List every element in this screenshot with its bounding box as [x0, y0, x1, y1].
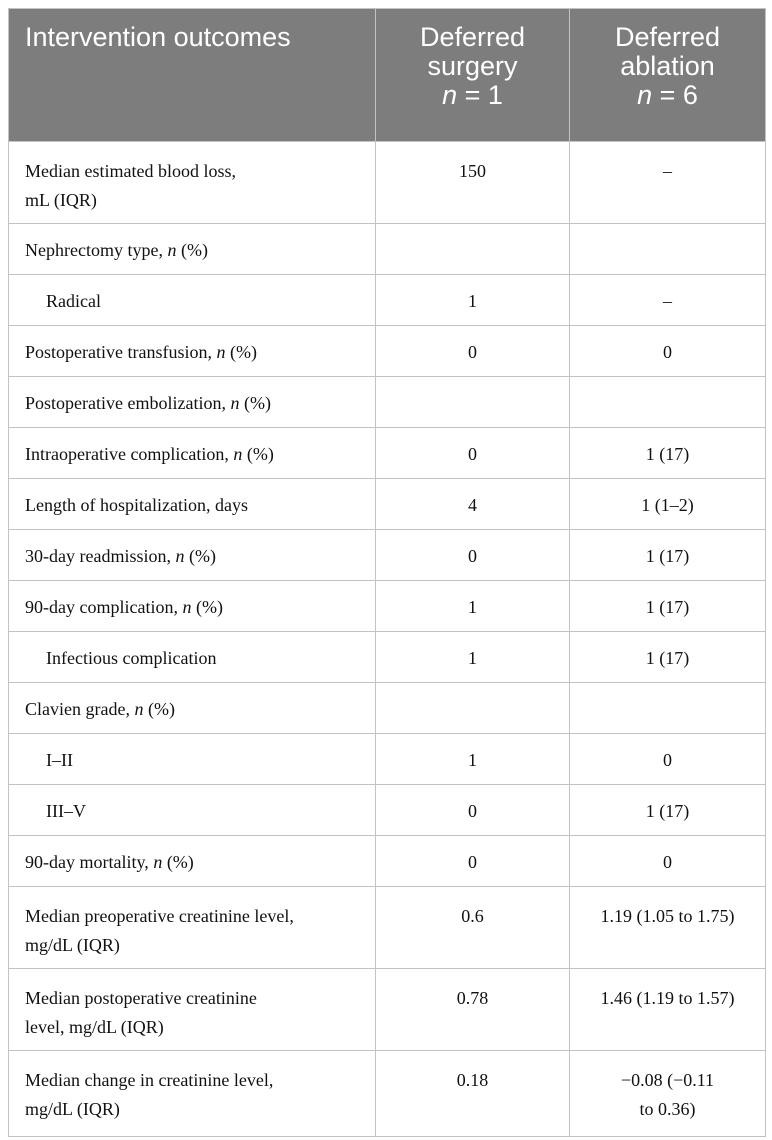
surgery-value: 0 [376, 428, 570, 479]
row-label: Infectious complication [9, 632, 376, 683]
table-row-creatinine-change [9, 1051, 766, 1137]
table-row-transfusion [9, 326, 766, 377]
ablation-value: 1.46 (1.19 to 1.57) [570, 969, 766, 1051]
table-row-readmission [9, 530, 766, 581]
table-row-mortality [9, 836, 766, 887]
ablation-value: 0 [570, 734, 766, 785]
row-label: Median estimated blood loss, mL (IQR) [9, 142, 376, 224]
table-row-grade-i-ii [9, 734, 766, 785]
table-row-blood-loss [9, 142, 766, 224]
row-label: Median postoperative creatinine level, mg/dL (IQR) [9, 969, 376, 1051]
surgery-value: 0.78 [376, 969, 570, 1051]
row-label: Median change in creatinine level, mg/dL (IQR) [9, 1051, 376, 1137]
surgery-value: 0 [376, 530, 570, 581]
surgery-value: 1 [376, 275, 570, 326]
table-row-90day-complication [9, 581, 766, 632]
row-label: Radical [9, 275, 376, 326]
surgery-value [376, 224, 570, 275]
outcomes-table [8, 8, 766, 1137]
ablation-value [570, 377, 766, 428]
row-label: Intraoperative complication, n (%) [9, 428, 376, 479]
ablation-value: 0 [570, 326, 766, 377]
surgery-value [376, 683, 570, 734]
ablation-value: 1 (17) [570, 785, 766, 836]
table-row-embolization [9, 377, 766, 428]
table-row-radical [9, 275, 766, 326]
row-label: 90-day complication, n (%) [9, 581, 376, 632]
ablation-value: 1 (17) [570, 581, 766, 632]
surgery-value: 150 [376, 142, 570, 224]
row-label: 90-day mortality, n (%) [9, 836, 376, 887]
surgery-value: 0.6 [376, 887, 570, 969]
row-label: Postoperative embolization, n (%) [9, 377, 376, 428]
ablation-value: 1 (17) [570, 530, 766, 581]
row-label: Median preoperative creatinine level, mg/dL (IQR) [9, 887, 376, 969]
surgery-value: 1 [376, 581, 570, 632]
row-label: 30-day readmission, n (%) [9, 530, 376, 581]
surgery-value: 1 [376, 632, 570, 683]
ablation-value [570, 224, 766, 275]
table-row-hospitalization [9, 479, 766, 530]
ablation-value: 1 (17) [570, 428, 766, 479]
row-label: Length of hospitalization, days [9, 479, 376, 530]
surgery-value: 0 [376, 326, 570, 377]
row-label: Clavien grade, n (%) [9, 683, 376, 734]
row-label: Nephrectomy type, n (%) [9, 224, 376, 275]
header-intervention-outcomes: Intervention outcomes [9, 9, 376, 142]
table-header [9, 9, 766, 142]
header-deferred-surgery: Deferred surgery n = 1 [376, 9, 570, 142]
ablation-value: 0 [570, 836, 766, 887]
table-body [9, 142, 766, 1137]
surgery-value: 4 [376, 479, 570, 530]
row-label: Postoperative transfusion, n (%) [9, 326, 376, 377]
surgery-value: 0 [376, 785, 570, 836]
table-row-intraoperative-complication [9, 428, 766, 479]
header-deferred-ablation: Deferred ablation n = 6 [570, 9, 766, 142]
ablation-value: – [570, 142, 766, 224]
header-row [9, 9, 766, 142]
ablation-value: 1.19 (1.05 to 1.75) [570, 887, 766, 969]
surgery-value: 1 [376, 734, 570, 785]
table-row-preop-creatinine [9, 887, 766, 969]
table-row-postop-creatinine [9, 969, 766, 1051]
ablation-value: – [570, 275, 766, 326]
ablation-value: −0.08 (−0.11 to 0.36) [570, 1051, 766, 1137]
table-row-infectious-complication [9, 632, 766, 683]
surgery-value: 0 [376, 836, 570, 887]
row-label: III–V [9, 785, 376, 836]
row-label: I–II [9, 734, 376, 785]
table-row-clavien-grade [9, 683, 766, 734]
surgery-value [376, 377, 570, 428]
ablation-value: 1 (17) [570, 632, 766, 683]
surgery-value: 0.18 [376, 1051, 570, 1137]
ablation-value [570, 683, 766, 734]
ablation-value: 1 (1–2) [570, 479, 766, 530]
table-row-grade-iii-v [9, 785, 766, 836]
table-row-nephrectomy-type [9, 224, 766, 275]
